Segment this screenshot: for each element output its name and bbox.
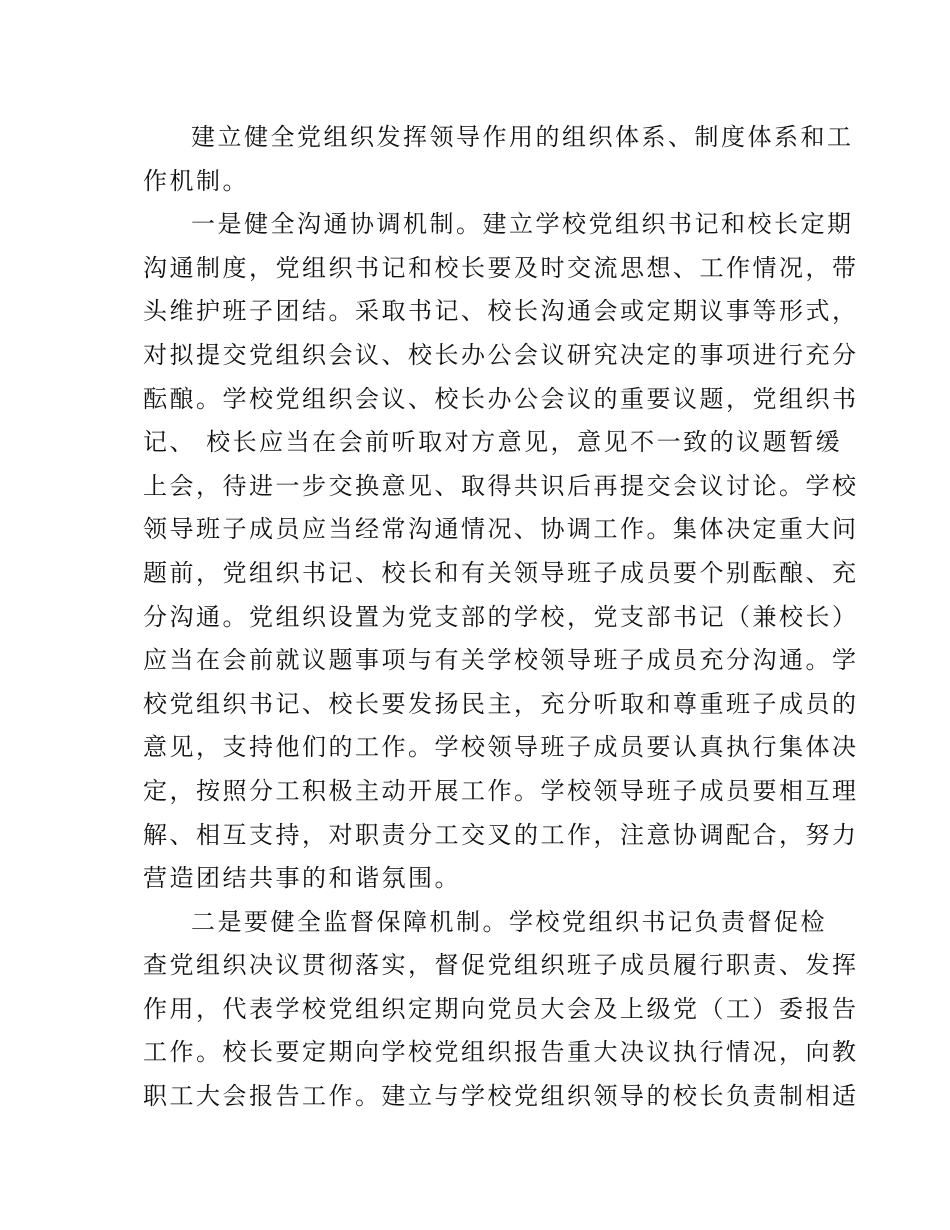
text-line: 对拟提交党组织会议、校长办公会议研究决定的事项进行充分 [143, 340, 859, 369]
text-line: 作用，代表学校党组织定期向党员大会及上级党（工）委报告 [143, 994, 859, 1023]
text-line: 应当在会前就议题事项与有关学校领导班子成员充分沟通。学 [143, 646, 859, 675]
text-line: 意见，支持他们的工作。学校领导班子成员要认真执行集体决 [143, 733, 859, 762]
text-line: 分沟通。党组织设置为党支部的学校，党支部书记（兼校长） [143, 602, 859, 631]
text-line: 校党组织书记、校长要发扬民主，充分听取和尊重班子成员的 [143, 689, 859, 718]
text-line: 查党组织决议贯彻落实，督促党组织班子成员履行职责、发挥 [143, 951, 859, 980]
text-line: 领导班子成员应当经常沟通情况、协调工作。集体决定重大问 [143, 515, 859, 544]
text-line: 定，按照分工积极主动开展工作。学校领导班子成员要相互理 [143, 776, 859, 805]
text-line: 头维护班子团结。采取书记、校长沟通会或定期议事等形式， [143, 297, 859, 326]
text-line: 题前，党组织书记、校长和有关领导班子成员要个别酝酿、充 [143, 558, 859, 587]
text-line: 二是要健全监督保障机制。学校党组织书记负责督促检 [191, 907, 827, 936]
text-line: 上会，待进一步交换意见、取得共识后再提交会议讨论。学校 [143, 471, 859, 500]
text-line: 工作。校长要定期向学校党组织报告重大决议执行情况，向教 [143, 1038, 859, 1067]
text-line: 解、相互支持，对职责分工交叉的工作，注意协调配合，努力 [143, 820, 859, 849]
text-line: 职工大会报告工作。建立与学校党组织领导的校长负责制相适 [143, 1082, 859, 1111]
text-line: 建立健全党组织发挥领导作用的组织体系、制度体系和工 [191, 123, 854, 151]
text-line: 记、 校长应当在会前听取对方意见，意见不一致的议题暂缓 [143, 428, 843, 457]
text-line: 沟通制度，党组织书记和校长要及时交流思想、工作情况，带 [143, 253, 859, 282]
text-line: 酝酿。学校党组织会议、校长办公会议的重要议题，党组织书 [143, 384, 859, 413]
text-line: 一是健全沟通协调机制。建立学校党组织书记和校长定期 [191, 210, 854, 239]
text-line: 作机制。 [143, 166, 249, 195]
document-body [143, 116, 859, 1119]
text-line: 营造团结共事的和谐氛围。 [143, 864, 461, 893]
